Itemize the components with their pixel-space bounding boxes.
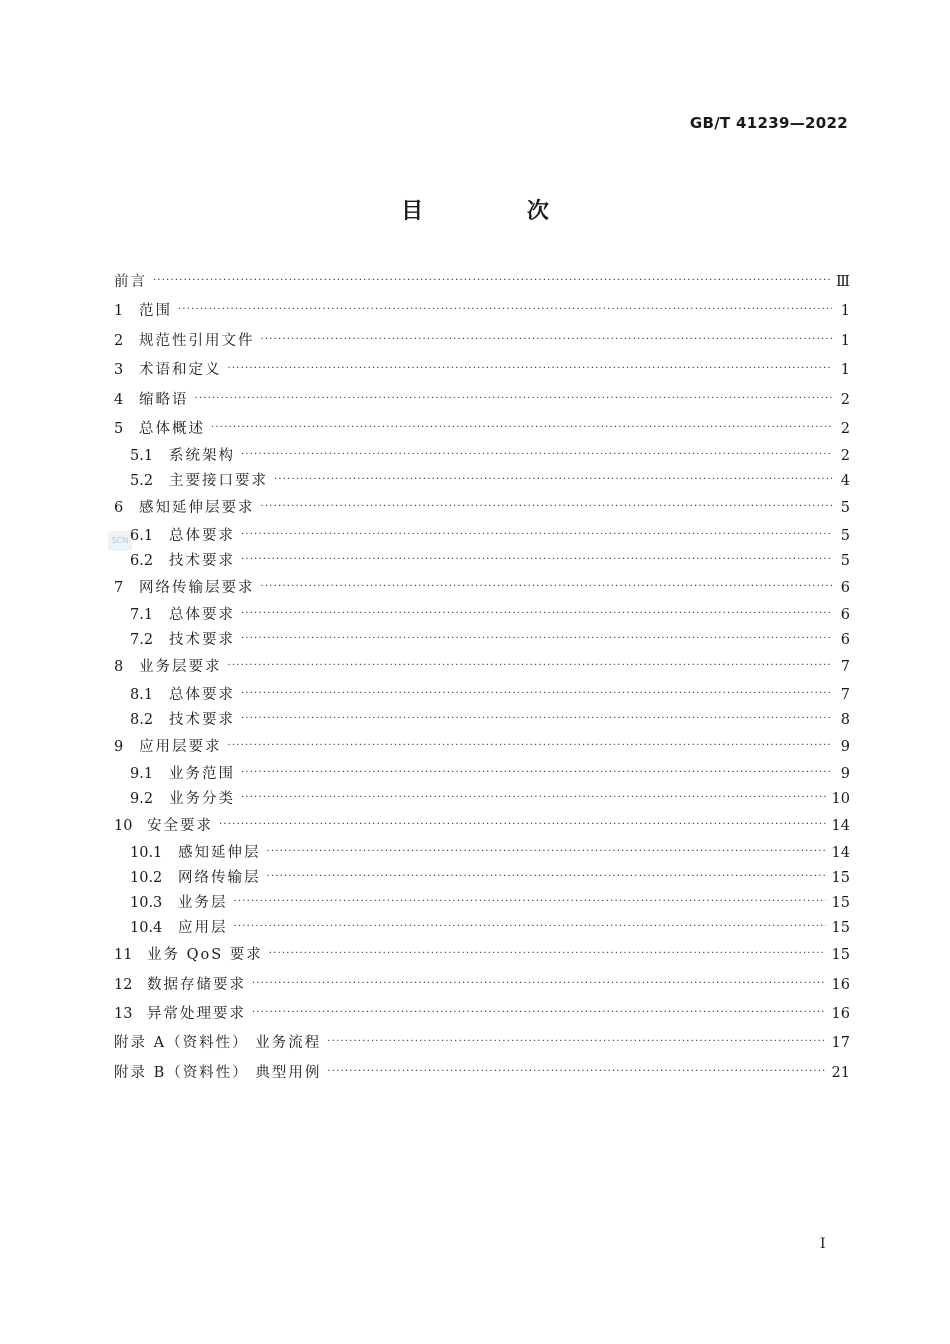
dot-leader: [178, 295, 832, 324]
toc-entry-number: 6.1: [130, 527, 154, 544]
toc-entry-number: 10.2: [130, 870, 163, 887]
toc-entry-page: 2: [840, 391, 850, 408]
dot-leader: [241, 601, 832, 626]
toc-entry-page: 1: [840, 362, 850, 379]
toc-entry-number: 8.1: [130, 686, 154, 703]
toc-entry-page: 6: [840, 632, 850, 649]
dot-leader: [267, 839, 826, 864]
toc-entry-number: 7: [114, 579, 124, 596]
toc-entry-page: 15: [831, 870, 850, 887]
toc-entry-label: 业务层: [178, 895, 228, 912]
toc-entry-page: 15: [831, 947, 850, 964]
toc-entry-page: 16: [831, 976, 850, 993]
toc-entry-number: 8: [114, 659, 124, 676]
toc-entry[interactable]: [114, 733, 850, 762]
dot-leader: [261, 325, 833, 354]
dot-leader: [327, 1027, 825, 1056]
toc-entry-number: 10.3: [130, 895, 163, 912]
dot-leader: [241, 626, 832, 651]
toc-entry-label: 业务分类: [169, 790, 235, 807]
toc-entry-label: 技术要求: [169, 632, 235, 649]
dot-leader: [241, 785, 826, 810]
toc-entry[interactable]: [114, 297, 850, 326]
toc-entry-page: 15: [831, 895, 850, 912]
dot-leader: [153, 266, 830, 295]
dot-leader: [327, 1057, 825, 1086]
toc-entry[interactable]: [114, 524, 850, 549]
toc-entry[interactable]: [114, 386, 850, 415]
toc-entry[interactable]: [114, 628, 850, 653]
dot-leader: [211, 413, 832, 442]
toc-entry-label: 业务范围: [169, 765, 235, 782]
toc-entry[interactable]: [114, 708, 850, 733]
toc-entry-label: 附录 B（资料性） 典型用例: [114, 1064, 322, 1081]
toc-entry-number: 5.2: [130, 473, 154, 490]
toc-entry-label: 附录 A（资料性） 业务流程: [114, 1035, 322, 1052]
toc-entry-page: 5: [840, 500, 850, 517]
toc-entry-page: 2: [840, 420, 850, 437]
toc-entry[interactable]: [114, 762, 850, 787]
toc-entry-page: 7: [840, 659, 850, 676]
toc-entry-page: 6: [840, 579, 850, 596]
toc-entry-label: 应用层: [178, 920, 228, 937]
dot-leader: [269, 939, 826, 968]
toc-entry-label: 业务层要求: [139, 659, 222, 676]
toc-entry-label: 技术要求: [169, 711, 235, 728]
toc-entry[interactable]: [114, 866, 850, 891]
dot-leader: [228, 651, 833, 680]
toc-entry[interactable]: [114, 787, 850, 812]
table-of-contents: [114, 268, 850, 1088]
toc-entry-label: 总体要求: [169, 686, 235, 703]
toc-entry[interactable]: [114, 891, 850, 916]
toc-entry-label: 技术要求: [169, 552, 235, 569]
dot-leader: [252, 969, 826, 998]
toc-entry[interactable]: [114, 1000, 850, 1029]
toc-entry-page: 9: [840, 738, 850, 755]
toc-entry-page: 10: [831, 790, 850, 807]
dot-leader: [241, 442, 832, 467]
toc-entry-label: 网络传输层: [178, 870, 261, 887]
toc-entry-page: 7: [840, 686, 850, 703]
toc-entry[interactable]: [114, 683, 850, 708]
toc-entry-label: 安全要求: [147, 817, 213, 834]
toc-entry-number: 13: [114, 1006, 133, 1023]
dot-leader: [252, 998, 826, 1027]
toc-entry-label: 前言: [114, 274, 147, 290]
toc-entry-page: 4: [840, 473, 850, 490]
dot-leader: [195, 384, 833, 413]
toc-entry[interactable]: [114, 494, 850, 523]
toc-entry[interactable]: [114, 268, 850, 297]
toc-entry[interactable]: [114, 1059, 850, 1088]
toc-entry-number: 5: [114, 420, 124, 437]
toc-entry-page: 14: [831, 817, 850, 834]
dot-leader: [234, 914, 826, 939]
toc-entry-label: 术语和定义: [139, 362, 222, 379]
toc-entry-number: 11: [114, 947, 133, 964]
toc-entry-page: 14: [831, 845, 850, 862]
dot-leader: [241, 706, 832, 731]
dot-leader: [267, 864, 826, 889]
toc-entry[interactable]: [114, 1029, 850, 1058]
toc-entry[interactable]: [114, 444, 850, 469]
toc-entry-number: 10.1: [130, 845, 163, 862]
toc-entry-label: 总体概述: [139, 420, 205, 437]
toc-entry-label: 总体要求: [169, 607, 235, 624]
toc-entry-number: 1: [114, 303, 124, 320]
toc-entry-number: 9: [114, 738, 124, 755]
dot-leader: [228, 731, 833, 760]
toc-entry-number: 10.4: [130, 920, 163, 937]
standard-code: GB/T 41239—2022: [689, 114, 848, 132]
watermark-stamp-icon: SCN: [108, 531, 132, 551]
page-title: 目 次: [401, 199, 597, 224]
toc-entry-label: 网络传输层要求: [139, 579, 255, 596]
toc-entry-label: 感知延伸层要求: [139, 500, 255, 517]
dot-leader: [234, 889, 826, 914]
dot-leader: [228, 354, 833, 383]
dot-leader: [241, 522, 832, 547]
toc-entry-page: 8: [840, 711, 850, 728]
toc-entry[interactable]: [114, 653, 850, 682]
toc-entry-page: 21: [831, 1064, 850, 1081]
toc-entry[interactable]: [114, 574, 850, 603]
toc-entry-label: 范围: [139, 303, 172, 320]
toc-entry-number: 10: [114, 817, 133, 834]
toc-entry[interactable]: [114, 469, 850, 494]
toc-entry-number: 9.1: [130, 765, 154, 782]
toc-entry-number: 9.2: [130, 790, 154, 807]
toc-entry[interactable]: [114, 356, 850, 385]
toc-entry[interactable]: [114, 941, 850, 970]
toc-entry-number: 6: [114, 500, 124, 517]
toc-entry[interactable]: [114, 812, 850, 841]
toc-entry-label: 缩略语: [139, 391, 189, 408]
toc-entry-number: 2: [114, 332, 124, 349]
toc-entry-page: 5: [840, 552, 850, 569]
toc-entry-page: 1: [840, 332, 850, 349]
toc-entry-number: 4: [114, 391, 124, 408]
toc-entry-label: 主要接口要求: [169, 473, 268, 490]
toc-entry-page: 1: [840, 303, 850, 320]
toc-entry[interactable]: [114, 549, 850, 574]
dot-leader: [274, 467, 832, 492]
toc-entry[interactable]: [114, 603, 850, 628]
page-number: Ⅰ: [820, 1236, 826, 1252]
toc-entry-page: 15: [831, 920, 850, 937]
toc-entry-label: 感知延伸层: [178, 845, 261, 862]
toc-entry-label: 应用层要求: [139, 738, 222, 755]
toc-entry-number: 8.2: [130, 711, 154, 728]
dot-leader: [219, 810, 826, 839]
toc-entry-page: 17: [831, 1035, 850, 1052]
toc-entry-page: 16: [831, 1006, 850, 1023]
toc-entry-label: 总体要求: [169, 527, 235, 544]
toc-entry-number: 6.2: [130, 552, 154, 569]
toc-entry-label: 异常处理要求: [147, 1006, 246, 1023]
toc-entry-label: 数据存储要求: [147, 976, 246, 993]
toc-entry-page: 5: [840, 527, 850, 544]
toc-entry-page: 6: [840, 607, 850, 624]
toc-entry-number: 12: [114, 976, 133, 993]
toc-entry-label: 规范性引用文件: [139, 332, 255, 349]
toc-entry-page: 9: [840, 765, 850, 782]
dot-leader: [241, 760, 832, 785]
toc-entry-label: 系统架构: [169, 448, 235, 465]
toc-entry[interactable]: [114, 415, 850, 444]
toc-entry-page: 2: [840, 448, 850, 465]
toc-entry-number: 5.1: [130, 448, 154, 465]
dot-leader: [261, 572, 833, 601]
dot-leader: [261, 492, 833, 521]
dot-leader: [241, 547, 832, 572]
toc-entry-number: 7.2: [130, 632, 154, 649]
toc-entry[interactable]: [114, 971, 850, 1000]
toc-entry-number: 3: [114, 362, 124, 379]
toc-entry-label: 业务 QoS 要求: [147, 947, 263, 964]
toc-entry[interactable]: [114, 327, 850, 356]
toc-entry[interactable]: [114, 841, 850, 866]
toc-entry-number: 7.1: [130, 607, 154, 624]
toc-entry[interactable]: [114, 916, 850, 941]
dot-leader: [241, 681, 832, 706]
toc-entry-page: Ⅲ: [836, 274, 850, 290]
